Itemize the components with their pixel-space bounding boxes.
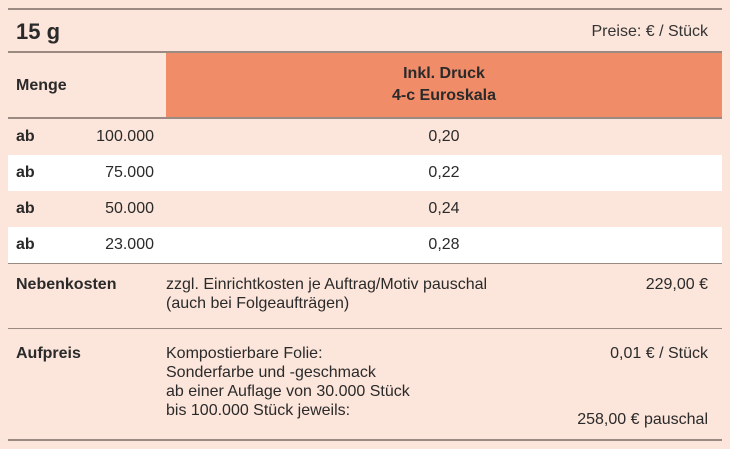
aufpreis-block [8, 344, 722, 432]
row-price: 0,28 [428, 236, 460, 253]
column-headers [8, 53, 722, 117]
row-prefix: ab [16, 200, 35, 217]
nebenkosten-amount: 229,00 € [645, 276, 708, 293]
table-row [8, 119, 722, 155]
aufpreis-line1: Kompostierbare Folie: [166, 345, 323, 362]
row-price: 0,22 [428, 164, 460, 181]
aufpreis-amount-flat: 258,00 € pauschal [577, 411, 708, 428]
prices-note: Preise: € / Stück [591, 23, 708, 40]
nebenkosten-block [8, 275, 722, 319]
print-header-line1: Inkl. Druck [403, 65, 485, 82]
row-prefix: ab [16, 236, 35, 253]
row-price: 0,20 [428, 128, 460, 145]
table-header [8, 11, 722, 51]
rows-end-rule [8, 263, 722, 264]
menge-header: Menge [16, 77, 67, 94]
weight-title: 15 g [16, 19, 61, 44]
table-row [8, 227, 722, 263]
aufpreis-line2: Sonderfarbe und -geschmack [166, 364, 376, 381]
row-prefix: ab [16, 164, 35, 181]
aufpreis-label: Aufpreis [16, 345, 81, 362]
print-header-line2: 4-c Euroskala [391, 87, 497, 104]
nebenkosten-rule [8, 328, 722, 329]
row-price: 0,24 [428, 200, 460, 217]
row-quantity: 50.000 [105, 200, 154, 217]
aufpreis-amount-per-piece: 0,01 € / Stück [610, 345, 708, 362]
nebenkosten-label: Nebenkosten [16, 276, 117, 293]
row-prefix: ab [16, 128, 35, 145]
aufpreis-line4: bis 100.000 Stück jeweils: [166, 402, 351, 419]
print-header [166, 53, 722, 117]
row-quantity: 100.000 [96, 128, 154, 145]
table-row [8, 191, 722, 227]
aufpreis-line3: ab einer Auflage von 30.000 Stück [166, 383, 410, 400]
aufpreis-description [166, 344, 566, 420]
nebenkosten-description [166, 275, 566, 313]
table-row [8, 155, 722, 191]
nebenkosten-line1: zzgl. Einrichtkosten je Auftrag/Motiv pauschal [166, 276, 488, 293]
row-quantity: 23.000 [105, 236, 154, 253]
row-quantity: 75.000 [105, 164, 154, 181]
top-rule [8, 8, 722, 10]
bottom-rule [8, 439, 722, 441]
nebenkosten-line2: (auch bei Folgeaufträgen) [166, 295, 350, 312]
